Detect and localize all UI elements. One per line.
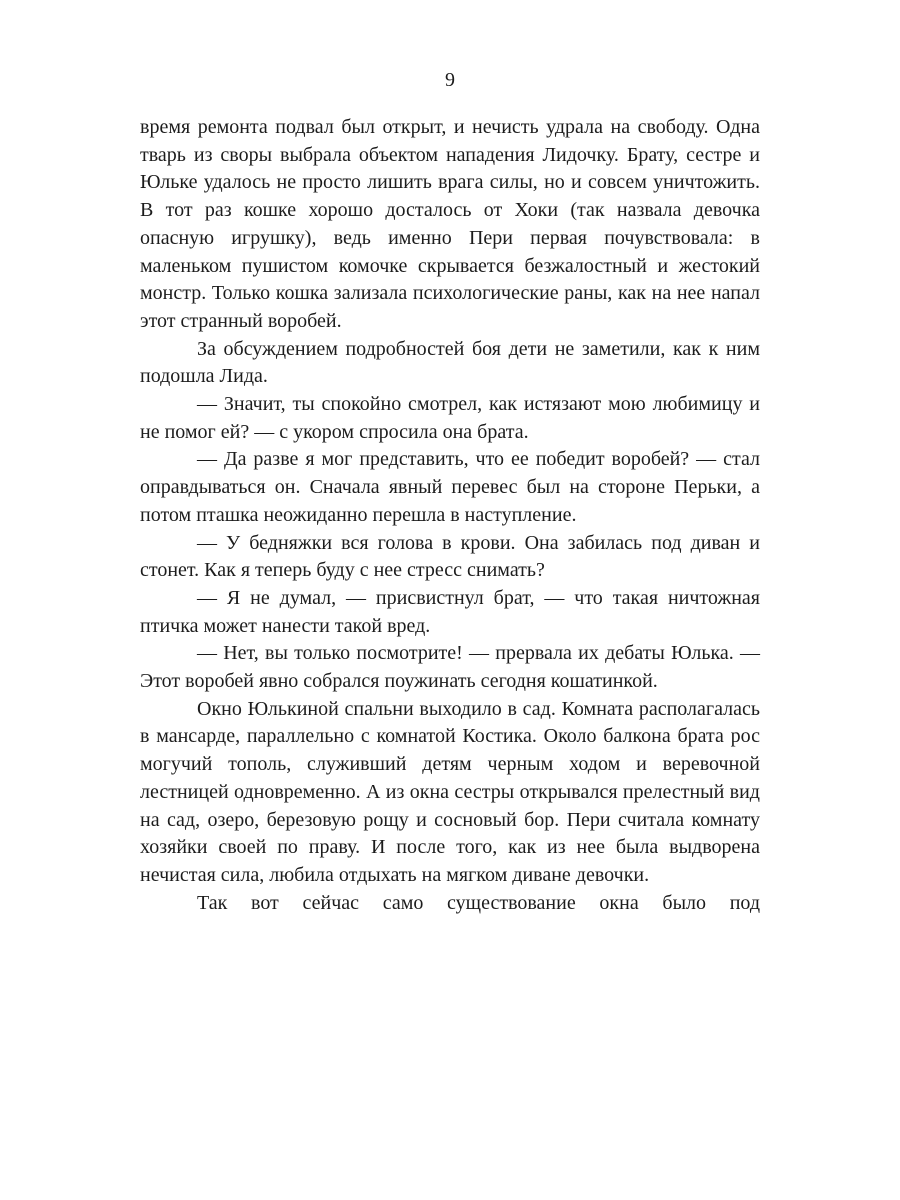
page-number: 9 <box>445 69 455 91</box>
paragraph: — Нет, вы только посмотрите! — прервала их дебаты Юлька. — Этот воробей явно собрался поужинать сегодня кошатинкой. <box>140 642 760 693</box>
paragraph: — Да разве я мог представить, что ее победит воробей? — стал оправдываться он. Сначала явный перевес был на стороне Перьки, а потом пташка неожиданно перешла в наступление. <box>140 448 760 526</box>
paragraph: — Значит, ты спокойно смотрел, как истязают мою любимицу и не помог ей? — с укором спросила она брата. <box>140 393 760 443</box>
paragraph: — Я не думал, — присвистнул брат, — что такая ничтожная птичка может нанести такой вред. <box>140 586 760 637</box>
paragraph: Так вот сейчас само существование окна было под <box>197 891 760 914</box>
paragraph: — У бедняжки вся голова в крови. Она забилась под диван и стонет. Как я теперь буду с нее стресс снимать? <box>140 531 760 582</box>
paragraph: За обсуждением подробностей боя дети не заметили, как к ним подошла Лида. <box>140 337 760 388</box>
page-body <box>140 114 760 917</box>
paragraph: Окно Юлькиной спальни выходило в сад. Комната располагалась в мансарде, параллельно с комнатой Костика. Около балкона брата рос могучий тополь, служивший детям черным ходом и веревочной лестницей одновременно. А из окна сестры открывался прелестный вид на сад, озеро, березовую рощу и сосновый бор. Пери считала комнату хозяйки своей по праву. И после того, как из нее была выдворена нечистая сила, любила отдыхать на мягком диване девочки. <box>140 697 760 886</box>
paragraph: время ремонта подвал был открыт, и нечисть удрала на свободу. Одна тварь из своры выбрала объектом нападения Лидочку. Брату, сестре и Юльке удалось не просто лишить врага силы, но и совсем уничтожить. В тот раз кошке хорошо досталось от Хоки (так назвала девочка опасную игрушку), ведь именно Пери первая почувствовала: в маленьком пушистом комочке скрывается безжалостный и жестокий монстр. Только кошка зализала психологические раны, как на нее напал этот странный воробей. <box>140 116 760 332</box>
